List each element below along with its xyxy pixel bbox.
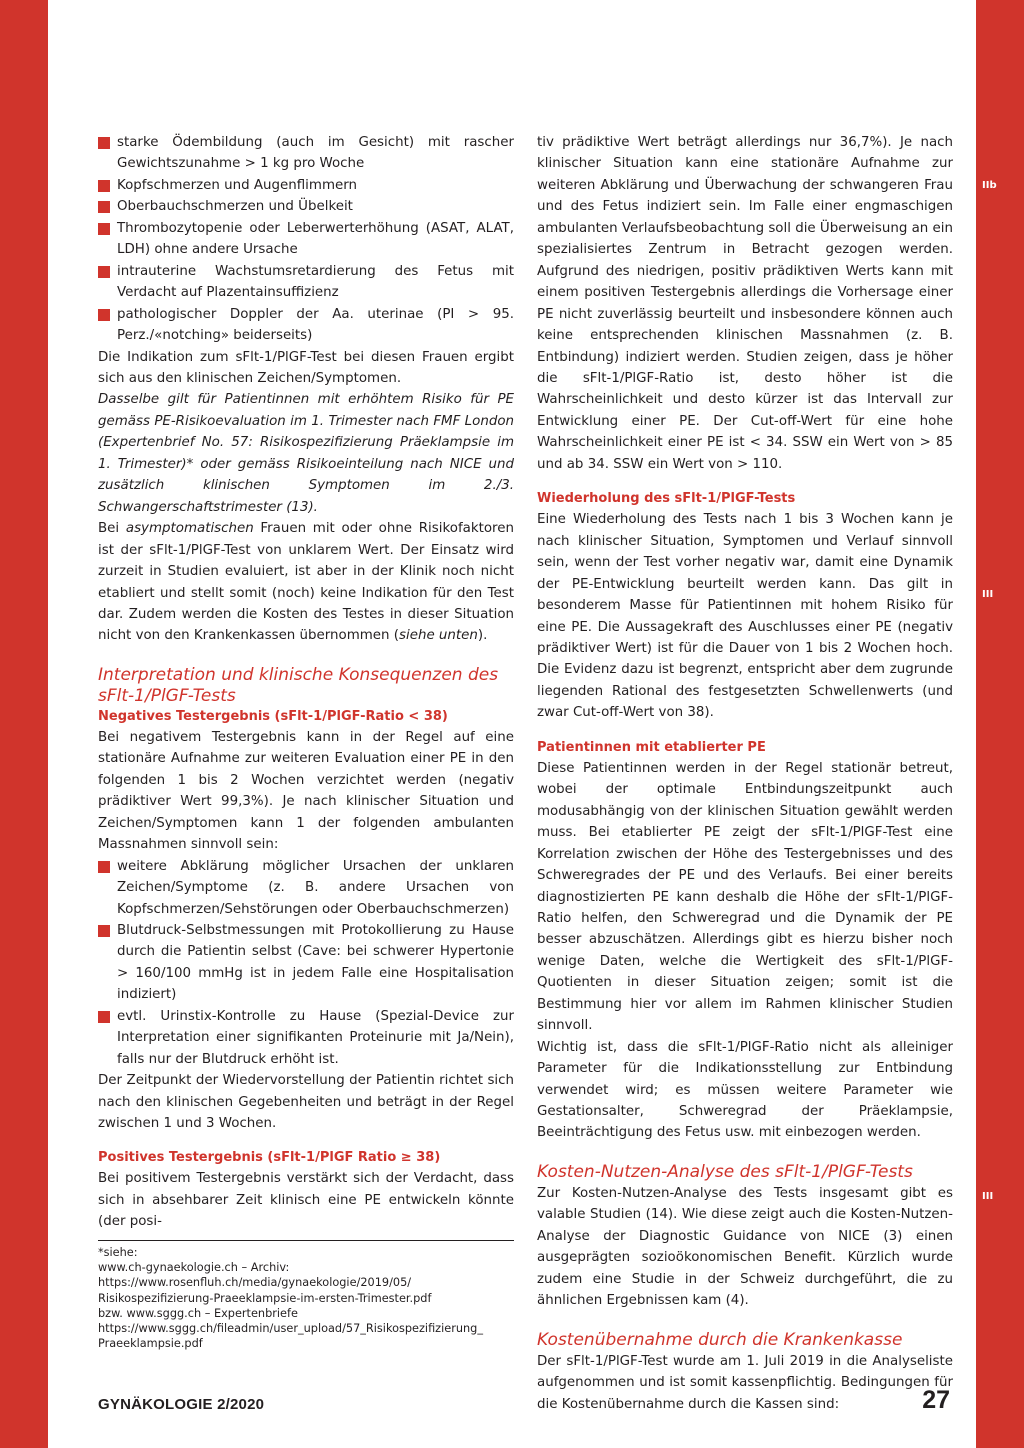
bullet-square-icon	[98, 925, 110, 937]
evidence-level-label: III	[982, 1191, 994, 1202]
bullet-square-icon	[98, 201, 110, 213]
list-item: Blutdruck-Selbstmessungen mit Protokollierung zu Hause durch die Patientin selbst (Cave: bei schwerer Hypertonie > 160/100 mmHg ist in jedem Falle eine Hospitalisation indiziert)	[98, 920, 514, 1006]
section-heading: Kosten-Nutzen-Analyse des sFlt-1/PlGF-Tests	[537, 1161, 913, 1182]
bullet-square-icon	[98, 223, 110, 235]
subsection-heading: Wiederholung des sFlt-1/PlGF-Tests	[537, 491, 796, 507]
footnote-link[interactable]: Praeeklampsie.pdf	[98, 1337, 203, 1351]
paragraph: Eine Wiederholung des Tests nach 1 bis 3 Wochen kann je nach klinischer Situation, Symptomen und Verlauf sinnvoll sein, wenn der Test vorher negativ war, damit eine Dynamik der PE-Entwicklung beurteilt werden kann. Das gilt in besonderem Masse für Patientinnen mit hohem Risiko für eine PE. Die Aussagekraft des Auschlusses einer PE (negativ prädiktiver Wert) ist für die Dauer von 1 bis 2 Wochen hoch. Die Evidenz dazu ist begrenzt, entspricht aber dem zugrunde liegenden Rational des festgesetzten Schwellenwerts (und zwar Cut-off-Wert von 38).	[537, 512, 953, 721]
bullet-square-icon	[98, 137, 110, 149]
paragraph-italic: Dasselbe gilt für Patientinnen mit erhöhtem Risiko für PE gemäss PE-Risikoevaluation im 1. Trimester nach FMF London (Expertenbrief No. 57: Risikospezifizierung Präeklampsie im 1. Trimester)* oder gemäss Risikoeinteilung nach NICE und zusätzlich klinischen Symptomen im 2./3. Schwangerschaftstrimester (13).	[98, 392, 514, 515]
bullet-square-icon	[98, 266, 110, 278]
evidence-level-label: IIb	[54, 824, 69, 835]
page-number: 27	[922, 1386, 950, 1414]
list-item: starke Ödembildung (auch im Gesicht) mit rascher Gewichtszunahme > 1 kg pro Woche	[98, 132, 514, 175]
evidence-level-label: III	[982, 589, 994, 600]
footnote	[98, 1240, 514, 1351]
list-item: Kopfschmerzen und Augenflimmern	[98, 175, 514, 196]
evidence-level-label: IIb	[982, 180, 997, 191]
footnote-line: *siehe:	[98, 1246, 138, 1259]
footnote-link[interactable]: Risikospezifizierung-Praeeklampsie-im-ersten-Trimester.pdf	[98, 1291, 432, 1305]
right-margin-bar	[976, 0, 1024, 1448]
paragraph: tiv prädiktive Wert beträgt allerdings nur 36,7%). Je nach klinischer Situation kann eine stationäre Aufnahme zur weiteren Abklärung und Überwachung der schwangeren Frau und des Fetus indiziert sein. Im Falle einer engmaschigen ambulanten Verlaufsbeobachtung soll die Überweisung an ein spezialisiertes Zentrum in Betracht gezogen werden. Aufgrund des niedrigen, positiv prädiktiven Werts kann mit einem positiven Testergebnis allerdings die Vorhersage einer PE nicht zuverlässig beurteilt und insbesondere können auch keine entsprechenden klinischen Massnahmen (z. B. Entbindung) indiziert werden. Studien zeigen, dass je höher die sFlt-1/PlGF-Ratio ist, desto höher ist die Wahrscheinlichkeit und desto kürzer ist das Intervall zur Entwicklung einer PE. Der Cut-off-Wert für eine hohe Wahrscheinlichkeit einer PE ist < 34. SSW ein Wert von > 85 und ab 34. SSW ein Wert von > 110.	[537, 135, 953, 472]
evidence-level-label: IIa	[54, 417, 69, 428]
bullet-square-icon	[98, 1011, 110, 1023]
list-item: Thrombozytopenie oder Leberwerterhöhung (ASAT, ALAT, LDH) ohne andere Ursache	[98, 218, 514, 261]
subsection-heading: Patientinnen mit etablierter PE	[537, 739, 766, 755]
paragraph: Zur Kosten-Nutzen-Analyse des Tests insgesamt gibt es valable Studien (14). Wie diese zeigt auch die Kosten-Nutzen-Analyse der Diagnostic Guidance von NICE (3) einen ausgeprägten sozioökonomischen Benefit. Kürzlich wurde zudem eine Studie in der Schweiz durchgeführt, die zu ähnlichen Ergebnissen kam (4).	[537, 1185, 953, 1309]
paragraph: Die Indikation zum sFlt-1/PlGF-Test bei diesen Frauen ergibt sich aus den klinischen Zeichen/Symptomen.	[98, 349, 514, 386]
left-margin-bar	[0, 0, 48, 1448]
footnote-line: bzw. www.sggg.ch – Expertenbriefe	[98, 1306, 298, 1320]
footnote-line: www.ch-gynaekologie.ch – Archiv:	[98, 1261, 290, 1275]
section-heading: Interpretation und klinische Konsequenzen des sFlt-1/PlGF-Tests	[98, 664, 499, 706]
journal-footer: GYNÄKOLOGIE 2/2020	[98, 1396, 265, 1413]
bullet-square-icon	[98, 861, 110, 873]
left-column	[98, 132, 514, 1233]
right-column	[537, 132, 953, 1415]
subsection-heading: Positives Testergebnis (sFlt-1/PlGF Ratio ≥ 38)	[98, 1150, 441, 1166]
list-item: intrauterine Wachstumsretardierung des Fetus mit Verdacht auf Plazentainsuffizienz	[98, 261, 514, 304]
bullet-square-icon	[98, 309, 110, 321]
paragraph: Wichtig ist, dass die sFlt-1/PlGF-Ratio nicht als alleiniger Parameter für die Indikationsstellung zur Entbindung verwendet wird; es müssen weitere Parameter wie Gestationsalter, Schweregrad der Präeklampsie, Beeinträchtigung des Fetus usw. mit einbezogen werden.	[537, 1039, 953, 1141]
list-item: Oberbauchschmerzen und Übelkeit	[98, 196, 514, 217]
subsection-heading: Negatives Testergebnis (sFlt-1/PlGF-Ratio < 38)	[98, 708, 448, 724]
list-item: weitere Abklärung möglicher Ursachen der unklaren Zeichen/Symptome (z. B. andere Ursachen von Kopfschmerzen/Sehstörungen oder Oberbauchschmerzen)	[98, 856, 514, 920]
section-heading: Kostenübernahme durch die Krankenkasse	[537, 1329, 903, 1350]
paragraph: Bei negativem Testergebnis kann in der Regel auf eine stationäre Aufnahme zur weiteren Evaluation einer PE in den folgenden 1 bis 2 Wochen verzichtet werden (negativ prädiktiver Wert 99,3%). Je nach klinischer Situation und Zeichen/Symptomen kann 1 der folgenden ambulanten Massnahmen sinnvoll sein:	[98, 729, 514, 853]
list-item: evtl. Urinstix-Kontrolle zu Hause (Spezial-Device zur Interpretation einer signifikanten Proteinurie mit Ja/Nein), falls nur der Blutdruck erhöht ist.	[98, 1006, 514, 1070]
paragraph: Bei positivem Testergebnis verstärkt sich der Verdacht, dass sich in absehbarer Zeit klinisch eine PE entwickeln könnte (der posi-	[98, 1171, 514, 1230]
paragraph: Diese Patientinnen werden in der Regel stationär betreut, wobei der optimale Entbindungszeitpunkt auch modusabhängig von der klinischen Situation gewählt werden muss. Bei etablierter PE zeigt der sFlt-1/PlGF-Test eine Korrelation zwischen der Höhe des Testergebnisses und des Schweregrades der PE und des Verlaufs. Bei einer bereits diagnostizierten PE kann deshalb die Höhe der sFlt-1/PlGF-Ratio helfen, den Schweregrad und die Dynamik der PE besser abzuschätzen. Allerdings gibt es hierzu bisher noch wenige Daten, welche die Wertigkeit des sFlt-1/PlGF-Quotienten in dieser Situation zeigen; somit ist die Bestimmung hier vor allem im Rahmen klinischer Studien sinnvoll.	[537, 760, 953, 1034]
bullet-square-icon	[98, 180, 110, 192]
paragraph: Bei asymptomatischen Frauen mit oder ohne Risikofaktoren ist der sFlt-1/PlGF-Test von unklarem Wert. Der Einsatz wird zurzeit in Studien evaluiert, ist aber in der Klinik noch nicht etabliert und stellt somit (noch) keine Indikation für den Test dar. Zudem werden die Kosten des Testes in dieser Situation nicht von den Krankenkassen übernommen (siehe unten).	[98, 521, 514, 644]
paragraph: Der Zeitpunkt der Wiedervorstellung der Patientin richtet sich nach den klinischen Gegebenheiten und beträgt in der Regel zwischen 1 und 3 Wochen.	[98, 1073, 514, 1132]
footnote-link[interactable]: https://www.sggg.ch/fileadmin/user_upload/57_Risikospezifizierung_	[98, 1322, 483, 1336]
footnote-link[interactable]: https://www.rosenfluh.ch/media/gynaekologie/2019/05/	[98, 1276, 412, 1290]
list-item: pathologischer Doppler der Aa. uterinae (PI > 95. Perz./«notching» beiderseits)	[98, 304, 514, 347]
paragraph: Der sFlt-1/PlGF-Test wurde am 1. Juli 2019 in die Analyseliste aufgenommen und ist somit kassenpflichtig. Bedingungen für die Kostenübernahme durch die Kassen sind:	[537, 1353, 953, 1412]
